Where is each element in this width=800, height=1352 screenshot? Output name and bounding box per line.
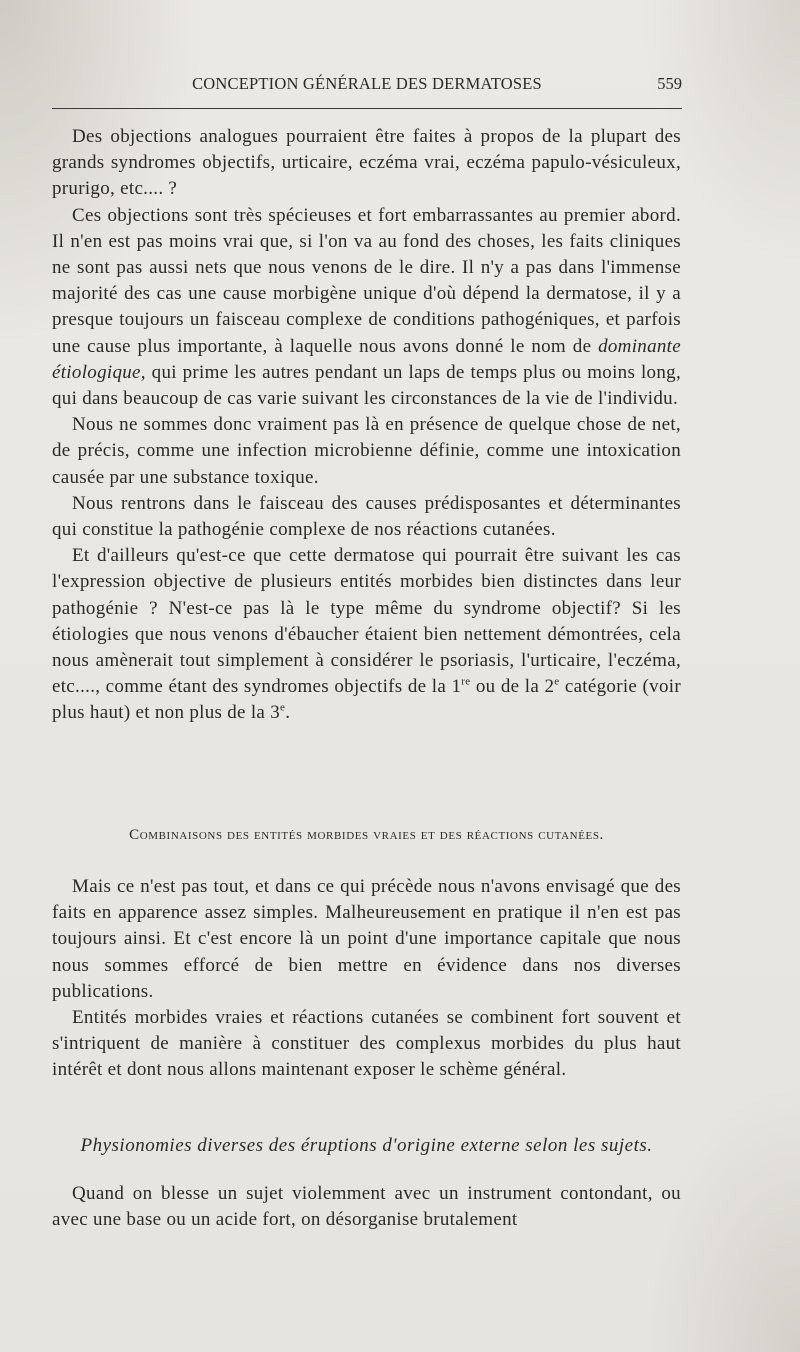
superscript: re: [461, 675, 471, 688]
paragraph: Entités morbides vraies et réactions cutanées se combinent fort souvent et s'intriquent de manière à constituer des complexus morbides du plus haut intérêt et dont nous allons maintenant exposer le schème général.: [52, 1007, 681, 1081]
text-block-3: [52, 1181, 681, 1233]
page-header: [52, 74, 682, 96]
emphasized-term: dominante étiologique,: [52, 335, 681, 383]
paragraph: Des objections analogues pourraient être faites à propos de la plupart des grands syndromes objectifs, urticaire, eczéma vrai, eczéma papulo-vésiculeux, prurigo, etc.... ?: [52, 126, 681, 200]
paragraph: Quand on blesse un sujet violemment avec un instrument contondant, ou avec une base ou un acide fort, on désorganise brutalement: [52, 1183, 681, 1231]
paragraph-text: Ces objections sont très spécieuses et fort embarrassantes au premier abord. Il n'en est pas moins vrai que, si l'on va au fond des choses, les faits cliniques ne sont pas aussi nets que nous venons de le dire. Il n'y a pas dans l'immense majorité des cas une cause morbigène unique d'où dépend la dermatose, il y a presque toujours un faisceau complexe de conditions pathogéniques, et parfois une cause plus importante, à laquelle nous avons donné le nom de: [52, 204, 681, 357]
paragraph-text: Et d'ailleurs qu'est-ce que cette dermatose qui pourrait être suivant les cas l'expression objective de plusieurs entités morbides bien distinctes dans leur pathogénie ? N'est-ce pas là le type même du syndrome objectif? Si les étiologies que nous venons d'ébaucher étaient bien nettement démontrées, cela nous amènerait tout simplement à considérer le psoriasis, l'urticaire, l'eczéma, etc...., comme étant des syndromes objectifs de la 1: [52, 545, 681, 698]
section-heading: Combinaisons des entités morbides vraies et des réactions cutanées.: [129, 827, 604, 843]
paragraph-text: catégorie (voir plus haut) et non plus de la 3: [52, 676, 681, 724]
text-block-2: [52, 874, 681, 1084]
superscript: e: [280, 702, 286, 715]
page-number: 559: [657, 74, 682, 93]
paragraph: [52, 543, 681, 726]
paragraph: Nous rentrons dans le faisceau des causes prédisposantes et déterminantes qui constitue la pathogénie complexe de nos réactions cutanées.: [52, 492, 681, 541]
header-rule: [52, 108, 682, 109]
paragraph-text: ou de la 2: [470, 676, 555, 698]
paragraph: Mais ce n'est pas tout, et dans ce qui précède nous n'avons envisagé que des faits en apparence assez simples. Malheureusement en pratique il n'en est pas toujours ainsi. Et c'est encore là un point d'une importance capitale que nous nous sommes efforcé de bien mettre en évidence dans nos diverses publications.: [52, 876, 681, 1002]
paragraph: [52, 203, 681, 413]
superscript: e: [554, 675, 560, 688]
text-block-1: [52, 124, 681, 727]
paragraph-text: .: [285, 702, 291, 724]
paragraph: Nous ne sommes donc vraiment pas là en présence de quelque chose de net, de précis, comme une infection microbienne définie, comme une intoxication causée par une substance toxique.: [52, 414, 681, 488]
subsection-heading: Physionomies diverses des éruptions d'origine externe selon les sujets.: [80, 1135, 653, 1156]
running-title: CONCEPTION GÉNÉRALE DES DERMATOSES: [192, 74, 542, 93]
paragraph-text: qui prime les autres pendant un laps de temps plus ou moins long, qui dans beaucoup de cas varie suivant les circonstances de la vie de l'individu.: [52, 361, 681, 410]
